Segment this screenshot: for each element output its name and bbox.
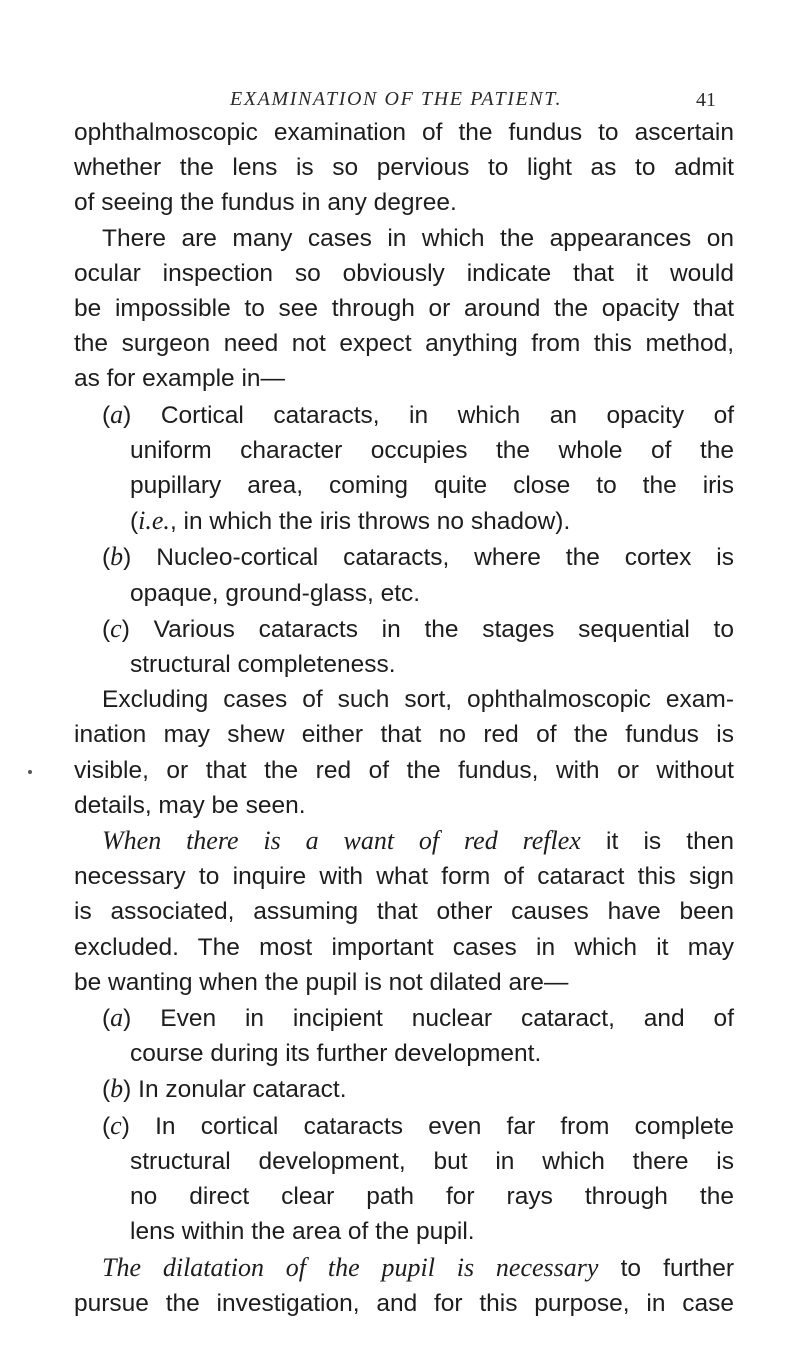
italic-run: When there is a want of red reflex bbox=[102, 826, 581, 856]
text-line: opaque, ground-glass, etc. bbox=[130, 579, 421, 607]
list-paren: ( bbox=[102, 615, 111, 643]
text-line: lens within the area of the pupil. bbox=[130, 1218, 475, 1246]
text-line: be wanting when the pupil is not dilated are— bbox=[74, 968, 569, 996]
list-letter: b bbox=[110, 542, 124, 572]
text-line: is associated, assuming that other causes have been bbox=[74, 898, 734, 926]
list-item-c bbox=[74, 611, 734, 682]
text-run: ) In zonular cataract. bbox=[123, 1076, 347, 1104]
list-item-c bbox=[74, 1108, 734, 1250]
list-letter: c bbox=[110, 613, 122, 643]
list-item-a bbox=[74, 397, 734, 540]
paper-speck bbox=[28, 770, 32, 774]
text-line: necessary to inquire with what form of cataract this sign bbox=[74, 863, 734, 891]
list-letter: c bbox=[110, 1110, 122, 1140]
paragraph-5 bbox=[74, 1250, 734, 1321]
paragraph-1 bbox=[74, 115, 734, 221]
list-item-a bbox=[74, 1000, 734, 1071]
text-line bbox=[74, 397, 734, 433]
paragraph-3 bbox=[74, 682, 734, 823]
text-line bbox=[74, 539, 734, 575]
text-line bbox=[74, 1000, 734, 1036]
text-line: pursue the investigation, and for this purpose, in case bbox=[74, 1289, 734, 1317]
italic-run: The dilatation of the pupil is necessary bbox=[102, 1252, 599, 1282]
list-paren: ( bbox=[102, 401, 111, 429]
text-line: course during its further development. bbox=[130, 1040, 542, 1068]
text-line bbox=[74, 823, 734, 859]
running-header bbox=[0, 88, 800, 118]
list-paren: ( bbox=[102, 1112, 111, 1140]
text-line: details, may be seen. bbox=[74, 791, 306, 819]
list-paren: ( bbox=[102, 1076, 111, 1104]
text-line: excluded. The most important cases in which it may bbox=[74, 933, 734, 961]
text-line bbox=[74, 1108, 734, 1144]
text-run: ) Various cataracts in the stages sequential to bbox=[121, 615, 734, 643]
text-run: ) In cortical cataracts even far from complete bbox=[121, 1112, 734, 1140]
text-line bbox=[74, 611, 734, 647]
list-item-b bbox=[74, 1071, 734, 1107]
list-item-b bbox=[74, 539, 734, 610]
text-line: whether the lens is so pervious to light as to admit bbox=[74, 154, 734, 182]
text-line: the surgeon need not expect anything from this method, bbox=[74, 330, 734, 358]
text-line: visible, or that the red of the fundus, with or without bbox=[74, 756, 734, 784]
text-line: as for example in— bbox=[74, 365, 286, 393]
text-line: Excluding cases of such sort, ophthalmoscopic exam- bbox=[102, 686, 734, 714]
paragraph-4 bbox=[74, 823, 734, 1000]
list-paren: ( bbox=[102, 1005, 111, 1033]
text-line bbox=[74, 503, 734, 539]
italic-run: i.e. bbox=[138, 506, 170, 536]
text-line: be impossible to see through or around the opacity that bbox=[74, 295, 734, 323]
list-letter: b bbox=[110, 1074, 124, 1104]
text-line: structural development, but in which there is bbox=[130, 1147, 734, 1175]
text-line: of seeing the fundus in any degree. bbox=[74, 189, 457, 217]
text-run: , in which the iris throws no shadow). bbox=[169, 508, 571, 536]
text-run: to further bbox=[598, 1254, 734, 1282]
text-run: ) Nucleo-cortical cataracts, where the cortex is bbox=[123, 544, 734, 572]
text-line bbox=[74, 1250, 734, 1286]
text-run: ) Even in incipient nuclear cataract, and of bbox=[123, 1005, 734, 1033]
text-run: it is then bbox=[580, 828, 734, 856]
text-line: ocular inspection so obviously indicate that it would bbox=[74, 259, 734, 287]
text-line: ophthalmoscopic examination of the fundus to ascertain bbox=[74, 119, 734, 146]
text-run: ( bbox=[130, 508, 139, 536]
text-line: pupillary area, coming quite close to the iris bbox=[130, 472, 734, 500]
text-line: ination may shew either that no red of the fundus is bbox=[74, 721, 734, 749]
text-line: structural completeness. bbox=[130, 651, 396, 679]
running-title: EXAMINATION OF THE PATIENT. bbox=[230, 88, 563, 110]
text-line: uniform character occupies the whole of the bbox=[130, 436, 734, 464]
list-paren: ( bbox=[102, 544, 111, 572]
page-number: 41 bbox=[696, 89, 716, 111]
text-run: ) Cortical cataracts, in which an opacity of bbox=[123, 401, 734, 429]
body-text bbox=[74, 115, 734, 1321]
text-line bbox=[74, 1071, 734, 1107]
text-line: There are many cases in which the appearances on bbox=[102, 224, 734, 252]
text-line: no direct clear path for rays through the bbox=[130, 1183, 734, 1211]
list-letter: a bbox=[110, 1003, 124, 1033]
list-letter: a bbox=[110, 399, 124, 429]
paragraph-2 bbox=[74, 221, 734, 397]
